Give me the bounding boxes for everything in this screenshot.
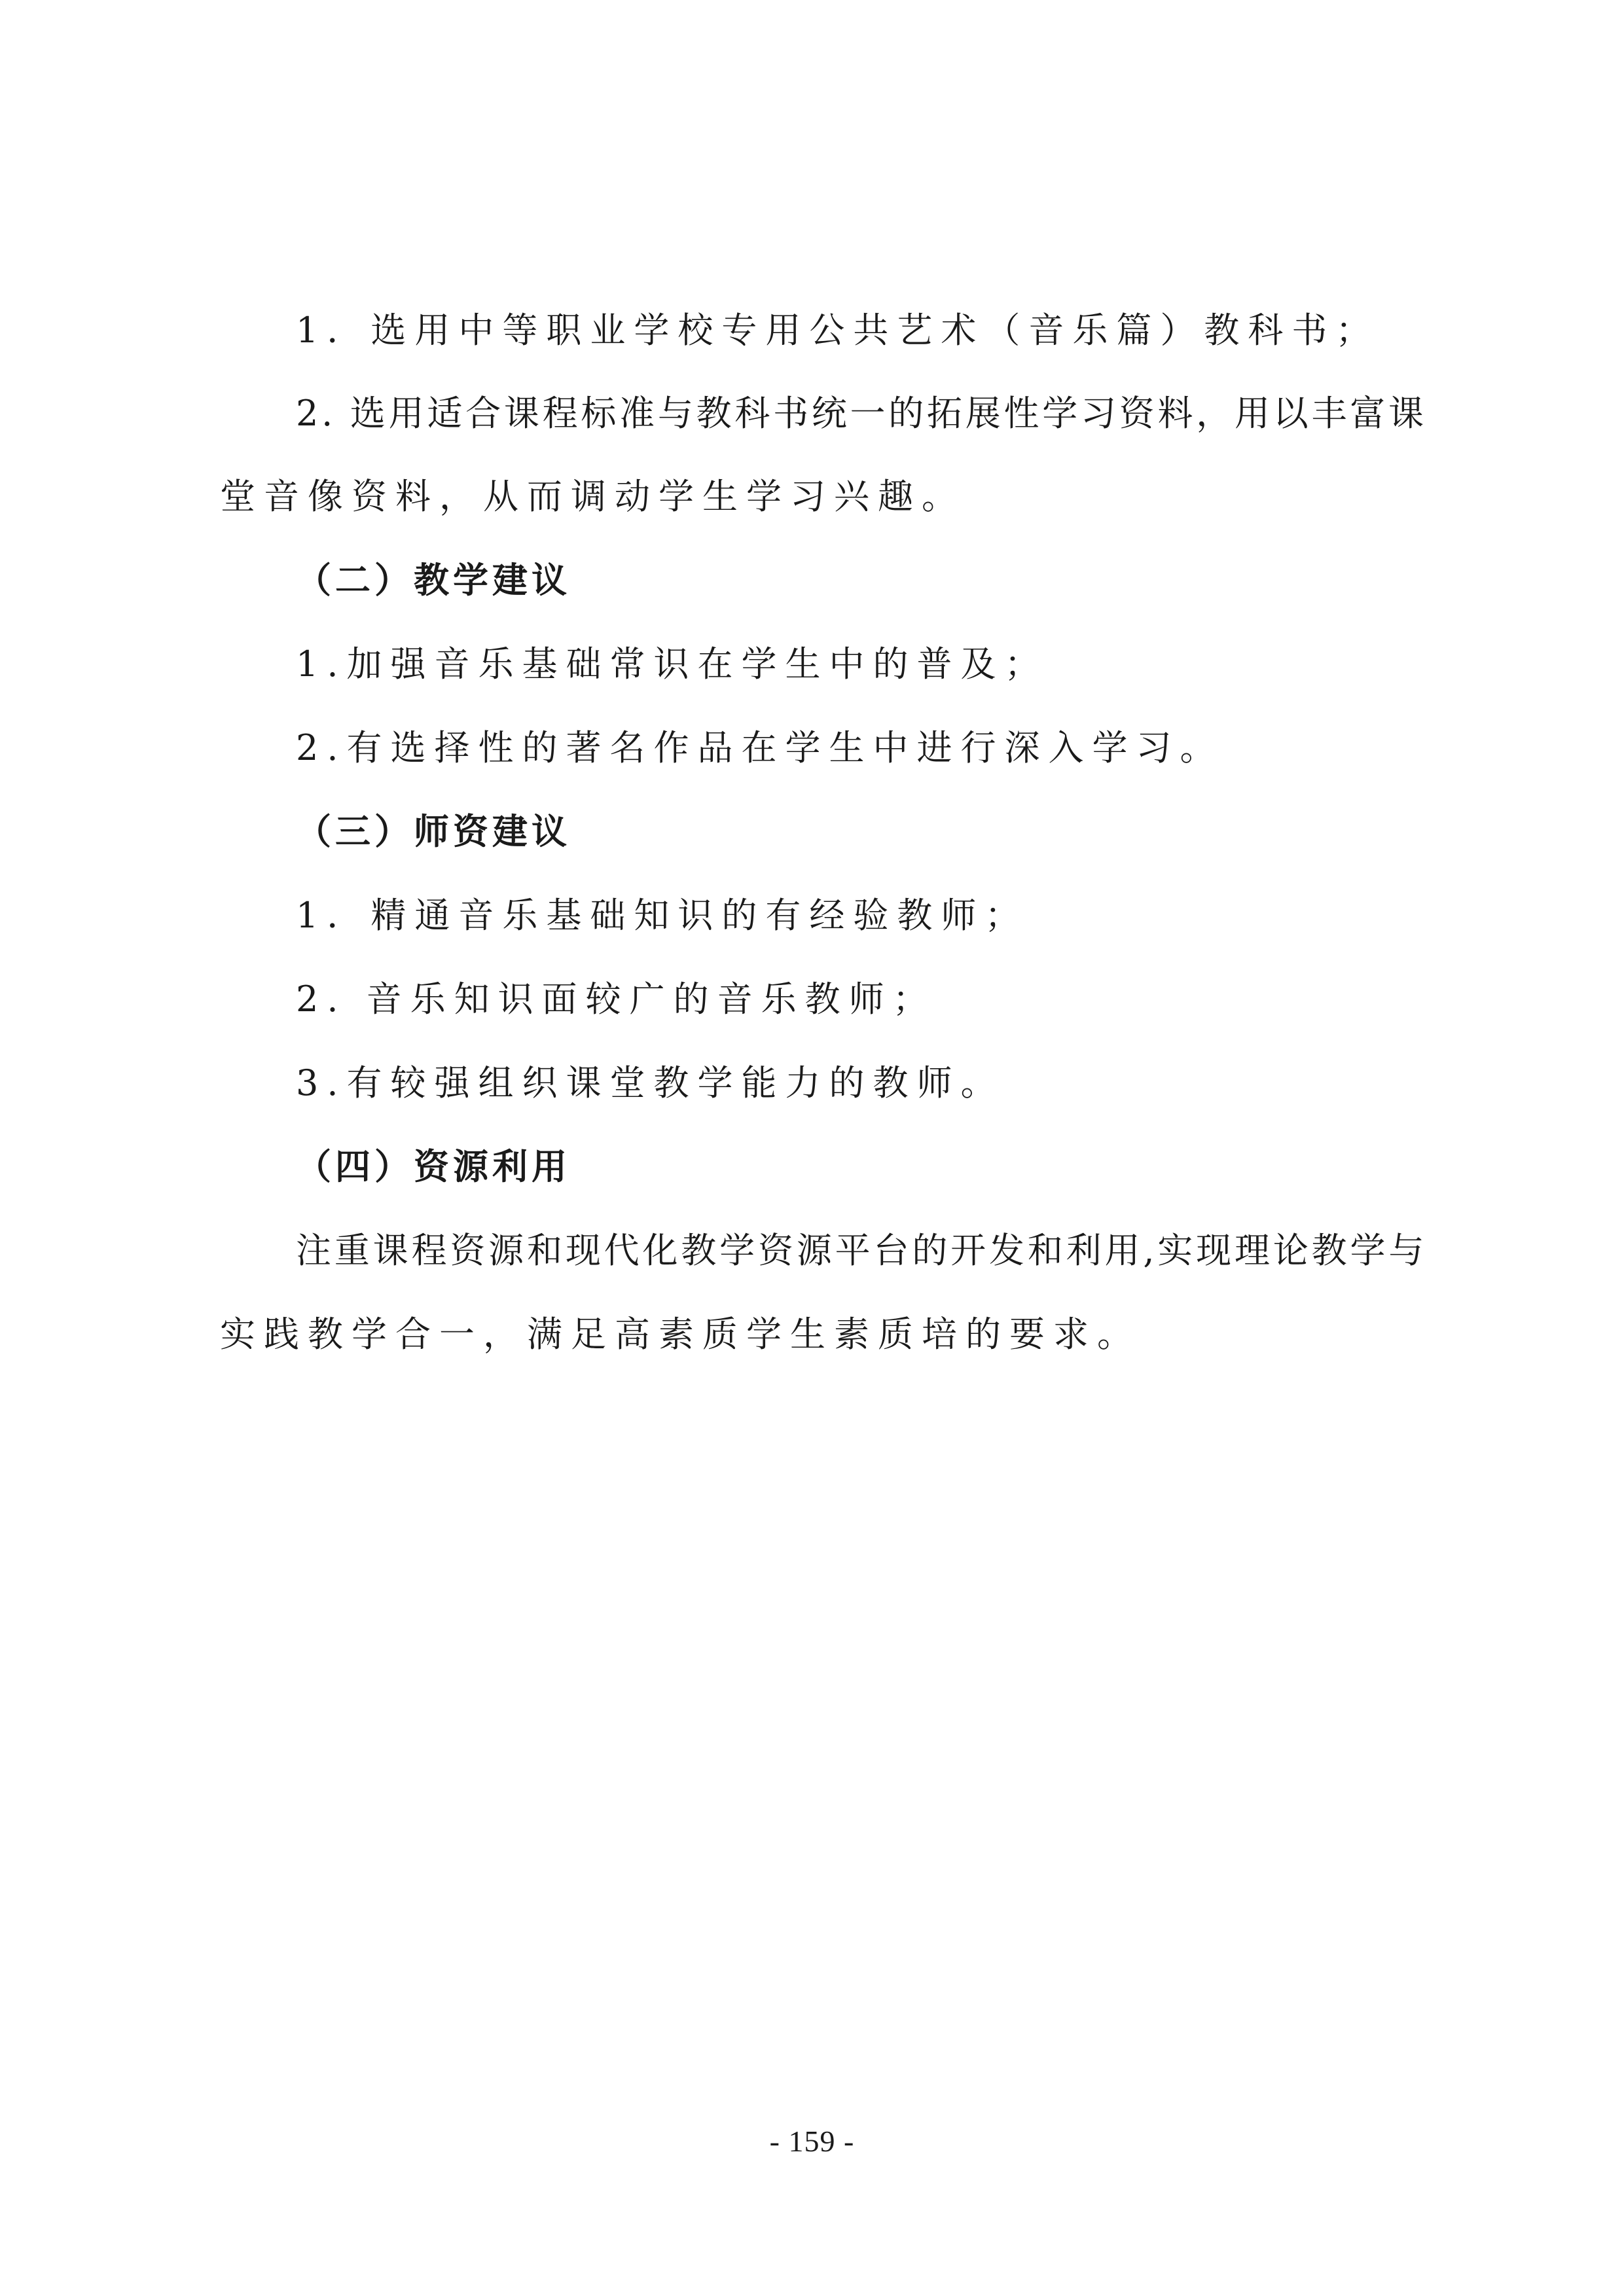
page-number: - 159 - — [769, 2125, 855, 2158]
item-materials-cont: 堂音像资料，从而调动学生学习兴趣。 — [220, 476, 965, 517]
item-teaching-2: 2.有选择性的著名作品在学生中进行深入学习。 — [296, 727, 1224, 768]
item-materials: 2. 选用适合课程标准与教科书统一的拓展性学习资料，用以丰富课 — [296, 393, 1427, 434]
section-heading-resources: （四）资源利用 — [296, 1146, 571, 1187]
item-teacher-1: 1．精通音乐基础知识的有经验教师； — [296, 895, 1029, 936]
item-teaching-1: 1.加强音乐基础常识在学生中的普及； — [296, 643, 1049, 685]
section-heading-teaching: （二）教学建议 — [296, 560, 571, 601]
item-teacher-3: 3.有较强组织课堂教学能力的教师。 — [296, 1062, 1005, 1103]
paragraph-resources-cont: 实践教学合一，满足高素质学生素质培的要求。 — [220, 1314, 1141, 1355]
item-teacher-2: 2. 音乐知识面较广的音乐教师； — [296, 978, 937, 1020]
section-heading-teachers: （三）师资建议 — [296, 811, 571, 852]
paragraph-resources: 注重课程资源和现代化教学资源平台的开发和利用,实现理论教学与 — [296, 1230, 1428, 1271]
item-textbook: 1．选用中等职业学校专用公共艺术（音乐篇）教科书； — [296, 310, 1380, 351]
